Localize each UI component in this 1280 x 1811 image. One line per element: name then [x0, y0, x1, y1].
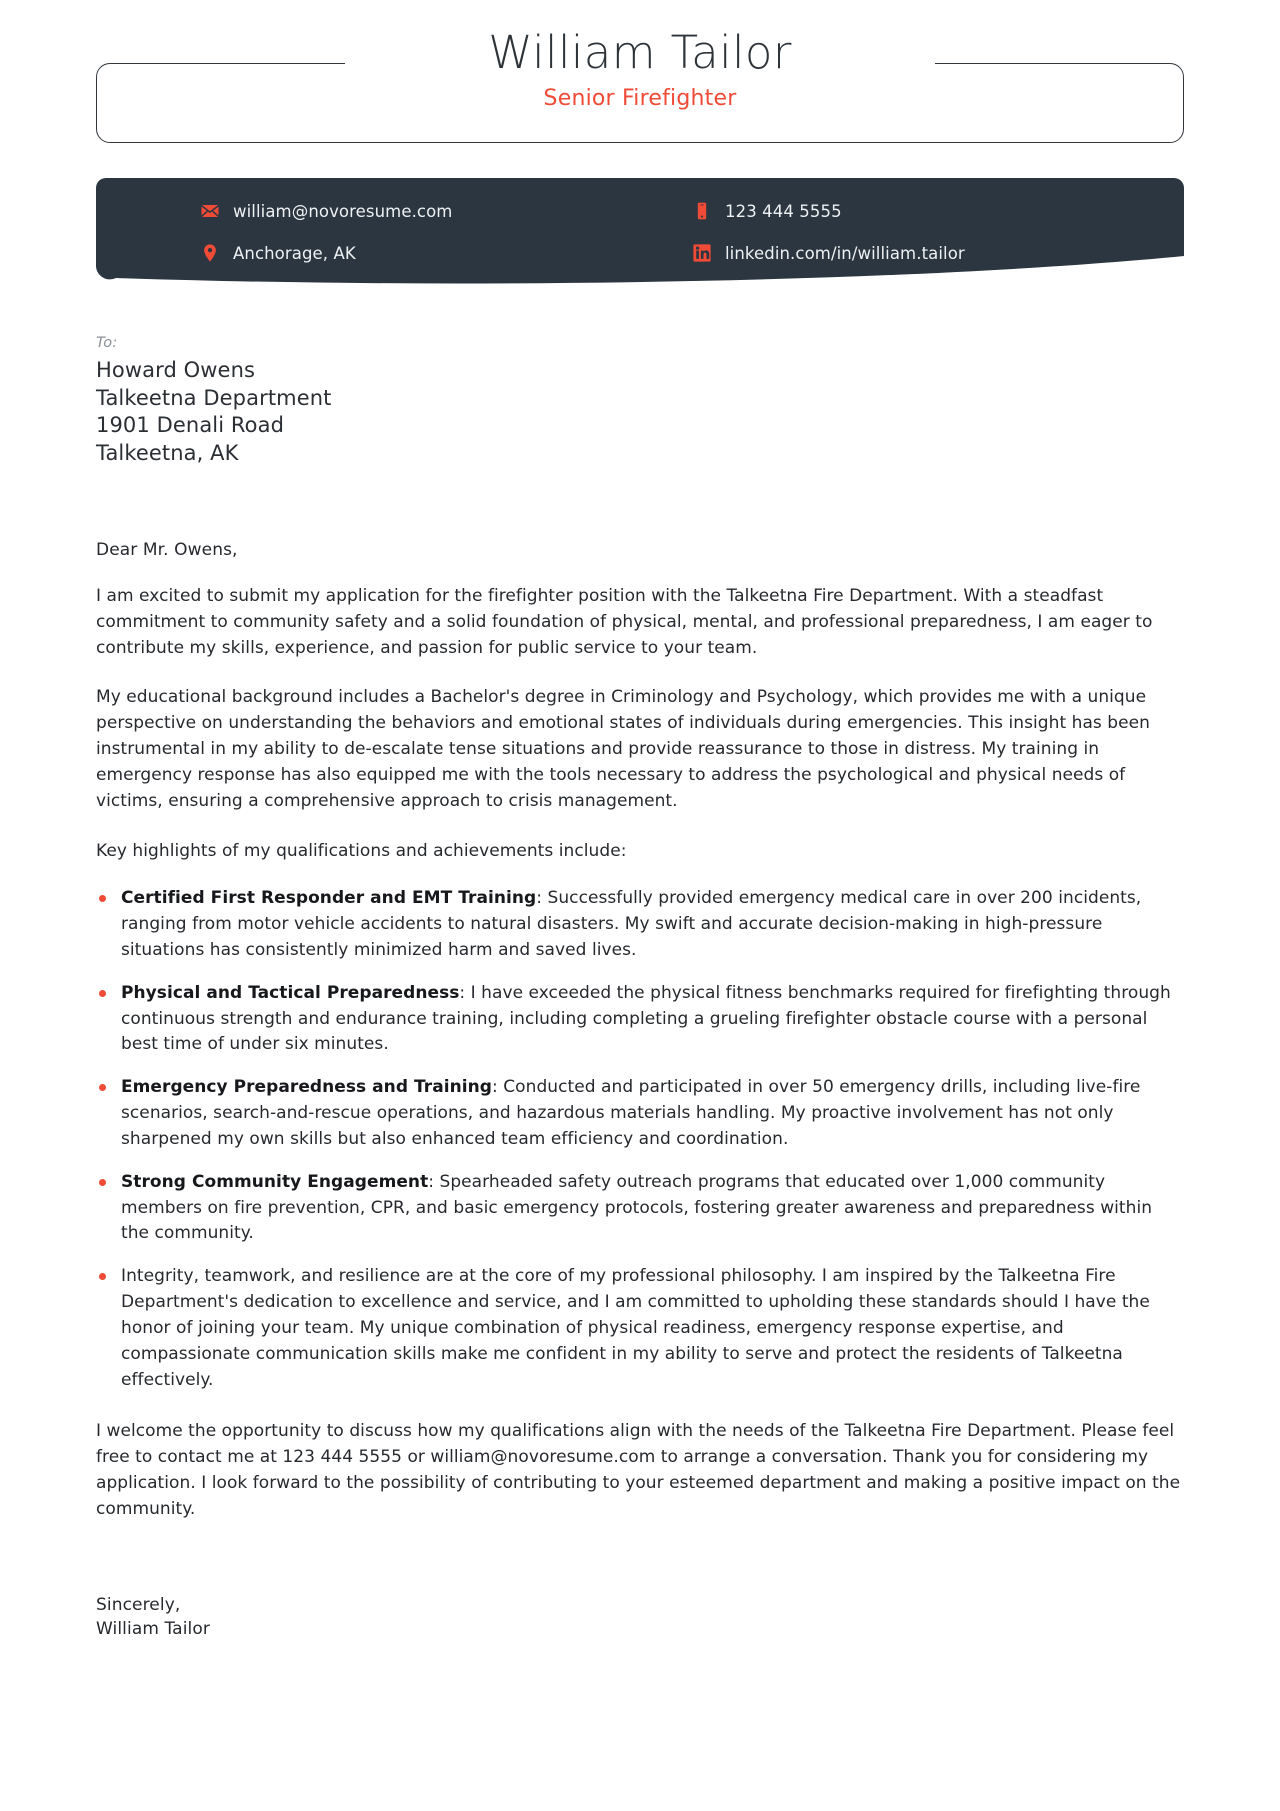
- highlights-intro: Key highlights of my qualifications and achievements include:: [96, 840, 627, 861]
- signature-block: [96, 1593, 1184, 1642]
- bullet-text: : I have exceeded the physical fitness benchmarks required for firefighting through continuous strength and endurance training, including completing a grueling firefighter obstacle course with a personal best time of under six minutes.: [121, 982, 1171, 1055]
- letter-header: [0, 0, 1280, 150]
- list-item: [96, 981, 1184, 1058]
- to-label: To:: [96, 335, 118, 351]
- contact-items: [96, 178, 1184, 278]
- salutation: Dear Mr. Owens,: [96, 539, 238, 560]
- recipient-block: [96, 335, 1184, 468]
- contact-email[interactable]: [200, 194, 692, 228]
- recipient-name: Howard Owens: [96, 358, 256, 382]
- bullet-lead: Certified First Responder and EMT Training: [121, 888, 537, 909]
- contact-location[interactable]: [200, 236, 692, 270]
- signoff-greeting: Sincerely,: [96, 1594, 181, 1615]
- list-item: [96, 1264, 1184, 1393]
- letter-body: [96, 335, 1184, 1642]
- bullet-dot-icon: [99, 990, 106, 997]
- bullet-lead: Physical and Tactical Preparedness: [121, 982, 460, 1003]
- phone-icon: [692, 201, 712, 221]
- bullet-dot-icon: [99, 1179, 106, 1186]
- contact-location-label: Anchorage, AK: [233, 243, 356, 263]
- bullet-text: : Conducted and participated in over 50 emergency drills, including live-fire scenarios, search-and-rescue operations, and hazardous materials handling. My proactive involvement has not only sharpened my own skills but also enhanced team efficiency and coordination.: [121, 1077, 1141, 1149]
- header-name-block: [0, 28, 1280, 113]
- list-item: [96, 1075, 1184, 1152]
- contact-phone[interactable]: [692, 194, 1184, 228]
- recipient-organization: Talkeetna Department: [96, 385, 332, 410]
- highlights-list: [96, 886, 1184, 1393]
- linkedin-icon: [692, 243, 712, 263]
- bullet-dot-icon: [99, 1273, 106, 1280]
- contact-linkedin[interactable]: [692, 236, 1184, 270]
- bullet-lead: Emergency Preparedness and Training: [121, 1077, 493, 1098]
- recipient-street: 1901 Denali Road: [96, 413, 285, 438]
- bullet-text: Integrity, teamwork, and resilience are at the core of my professional philosophy. I am inspired by the Talkeetna Fire Department's dedication to excellence and service, and I am committed to upholding these standards should I have the honor of joining your team. My unique combination of physical readiness, emergency response expertise, and compassionate communication skills make me confident in my ability to serve and protect the residents of Talkeetna effectively.: [121, 1266, 1150, 1390]
- contact-phone-label: 123 444 5555: [725, 201, 842, 221]
- bullet-dot-icon: [99, 1084, 106, 1091]
- list-item: [96, 1170, 1184, 1247]
- bullet-dot-icon: [99, 895, 106, 902]
- envelope-icon: [200, 201, 220, 221]
- location-pin-icon: [200, 243, 220, 263]
- signoff-name: William Tailor: [96, 1619, 210, 1640]
- contact-linkedin-label: linkedin.com/in/william.tailor: [725, 243, 965, 263]
- closing-paragraph: I welcome the opportunity to discuss how my qualifications align with the needs of the Talkeetna Fire Department. Please feel free to contact me at 123 444 5555 or william@novoresume.com to arrange a conversation. Thank you for considering my application. I look forward to the possibility of contributing to your esteemed department and making a positive impact on the community.: [96, 1421, 1181, 1519]
- paragraph-education: My educational background includes a Bachelor's degree in Criminology and Psychology, which provides me with a unique perspective on understanding the behaviors and emotional states of individuals during emergencies. This insight has been instrumental in my ability to de-escalate tense situations and provide reassurance to those in distress. My training in emergency response has also equipped me with the tools necessary to address the psychological and physical needs of victims, ensuring a comprehensive approach to crisis management.: [96, 687, 1150, 811]
- bullet-text: : Spearheaded safety outreach programs that educated over 1,000 community members on fire prevention, CPR, and basic emergency protocols, fostering greater awareness and preparedness within the community.: [121, 1171, 1153, 1244]
- contact-bar: [96, 178, 1184, 293]
- paragraph-intro: I am excited to submit my application for the firefighter position with the Talkeetna Fire Department. With a steadfast commitment to community safety and a solid foundation of physical, mental, and professional preparedness, I am eager to contribute my skills, experience, and passion for public service to your team.: [96, 585, 1153, 658]
- bullet-text: : Successfully provided emergency medical care in over 200 incidents, ranging from motor vehicle accidents to natural disasters. My swift and accurate decision-making in high-pressure situations has consistently minimized harm and saved lives.: [121, 888, 1142, 960]
- bullet-lead: Strong Community Engagement: [121, 1171, 429, 1192]
- job-title: Senior Firefighter: [543, 86, 737, 112]
- page-title: William Tailor: [488, 26, 792, 79]
- recipient-city: Talkeetna, AK: [96, 441, 239, 466]
- list-item: [96, 886, 1184, 963]
- contact-email-label: william@novoresume.com: [233, 201, 453, 221]
